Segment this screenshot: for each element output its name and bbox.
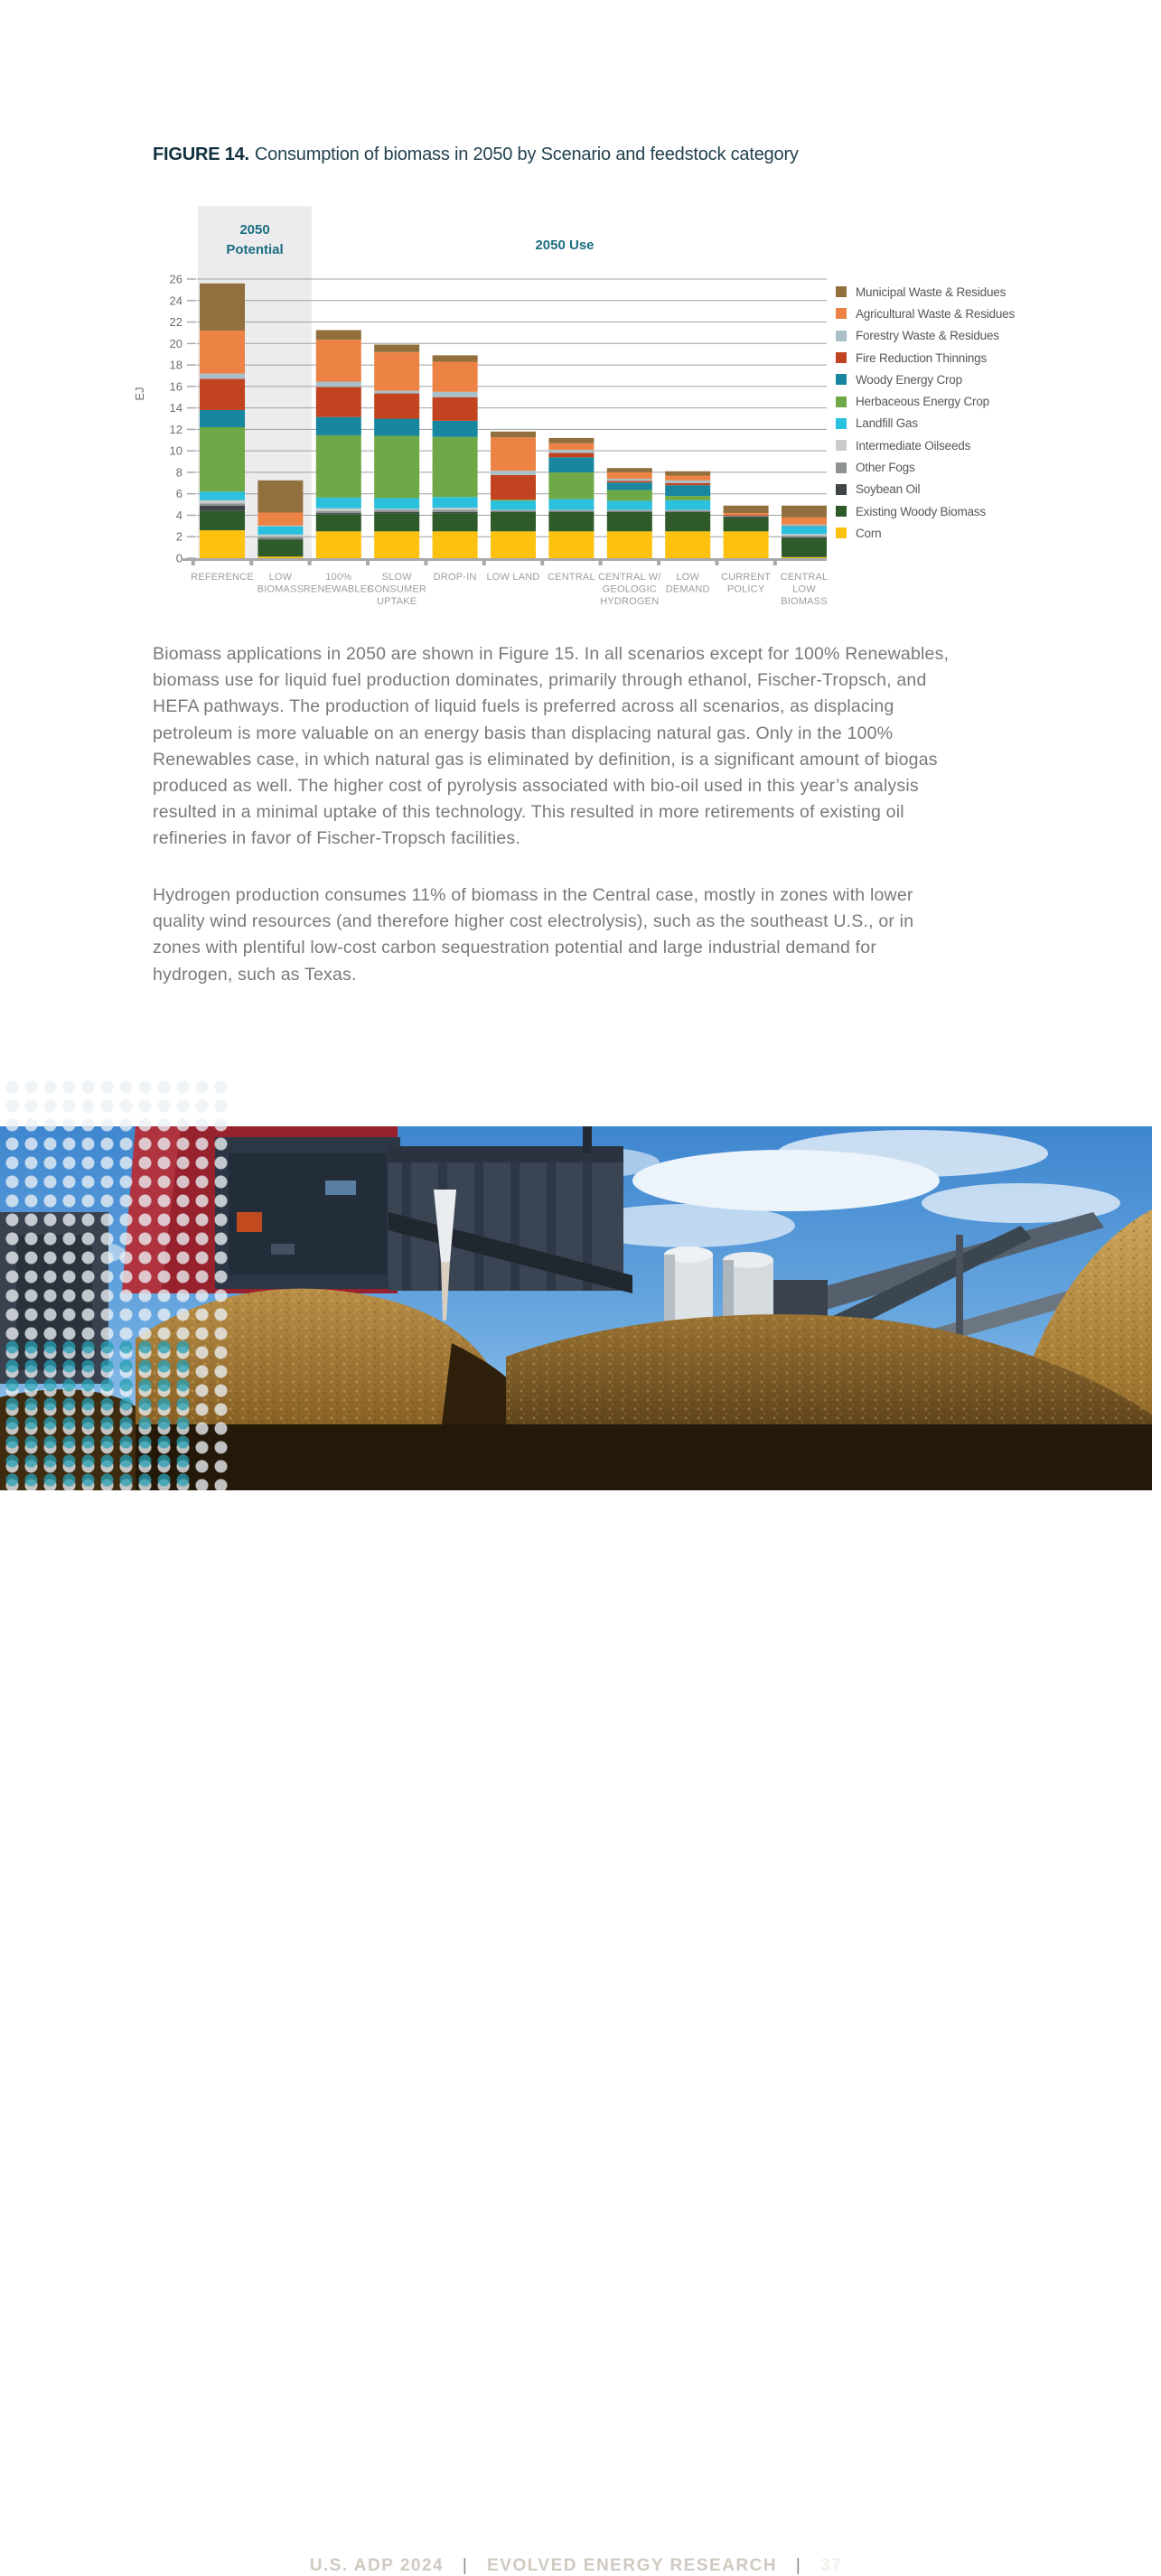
svg-text:DEMAND: DEMAND [665, 583, 710, 595]
bar-9 [724, 506, 769, 558]
bar-segment [200, 506, 245, 511]
y-axis-label: EJ [133, 387, 146, 401]
bar-segment [257, 527, 303, 535]
figure-label: FIGURE 14. [153, 145, 249, 164]
bar-segment [200, 331, 245, 374]
red-tower [122, 1126, 400, 1293]
legend-swatch [836, 527, 847, 538]
bar-segment [316, 417, 361, 435]
legend-swatch [836, 506, 847, 517]
bar-segment [491, 475, 536, 499]
svg-text:DROP-IN: DROP-IN [433, 572, 477, 583]
bar-segment [724, 506, 769, 513]
svg-text:GEOLOGIC: GEOLOGIC [602, 583, 657, 595]
legend-swatch [836, 462, 847, 473]
bar-segment [257, 535, 303, 537]
bar-segment [491, 471, 536, 475]
bar-segment [607, 500, 652, 509]
bar-segment [491, 512, 536, 531]
svg-text:CENTRAL W/: CENTRAL W/ [598, 572, 661, 583]
bar-segment [607, 479, 652, 481]
bar-segment [433, 513, 478, 531]
legend-label: Other Fogs [856, 461, 915, 475]
legend-label: Fire Reduction Thinnings [856, 350, 988, 365]
bar-segment [200, 503, 245, 505]
bar-segment [491, 510, 536, 511]
bar-segment [257, 512, 303, 525]
svg-text:POLICY: POLICY [726, 583, 765, 595]
bar-segment [607, 531, 652, 558]
footer-publisher: EVOLVED ENERGY RESEARCH [487, 2556, 778, 2575]
svg-text:12: 12 [169, 422, 183, 436]
svg-text:LOW: LOW [268, 572, 293, 583]
bar-10 [782, 506, 827, 558]
bar-segment [607, 482, 652, 490]
body-paragraph-2: Hydrogen production consumes 11% of biomass in the Central case, mostly in zones with lower quality wind resources (and therefore higher cost electrolysis), such as the southeast U.S., or in zones with plentiful low-cost carbon sequestration potential and large industrial demand for hydrogen, such as Texas. [153, 885, 914, 985]
bar-segment [548, 438, 594, 443]
bar-segment [374, 352, 419, 391]
bar-7 [607, 468, 652, 558]
legend-item [836, 390, 1161, 412]
bar-3 [374, 344, 419, 558]
bar-segment [607, 512, 652, 531]
bar-segment [548, 511, 594, 512]
bar-segment [316, 514, 361, 531]
bar-segment [374, 510, 419, 512]
bar-segment [665, 481, 710, 483]
bar-segment [374, 436, 419, 499]
background-buildings [0, 1212, 108, 1384]
bar-segment [665, 510, 710, 511]
bar-segment [433, 497, 478, 508]
biomass-consumption-chart [131, 206, 845, 607]
bar-segment [374, 513, 419, 531]
figure-caption-text: Consumption of biomass in 2050 by Scenario and feedstock category [254, 145, 799, 164]
bar-segment [782, 518, 827, 525]
svg-text:100%: 100% [325, 572, 352, 583]
bar-segment [374, 394, 419, 419]
page-footer [0, 2556, 1152, 2576]
bar-segment [316, 511, 361, 513]
bar-segment [665, 512, 710, 531]
bar-segment [491, 531, 536, 558]
footer-photo [0, 1126, 1152, 2575]
svg-text:18: 18 [169, 358, 183, 372]
bar-segment [433, 512, 478, 513]
bar-segment [548, 472, 594, 499]
svg-text:Potential: Potential [226, 242, 284, 257]
bar-segment [548, 450, 594, 453]
bar-segment [316, 387, 361, 416]
footer-separator: | [462, 2556, 469, 2575]
legend-item [836, 434, 1161, 456]
bar-segment [782, 506, 827, 518]
bar-segment [433, 397, 478, 421]
bar-segment [782, 525, 827, 526]
bar-segment [782, 526, 827, 534]
legend-label: Intermediate Oilseeds [856, 438, 971, 453]
bar-segment [782, 534, 827, 536]
svg-text:CENTRAL: CENTRAL [548, 572, 595, 583]
bar-segment [782, 537, 827, 556]
bar-segment [316, 330, 361, 340]
legend-label: Herbaceous Energy Crop [856, 395, 989, 409]
bar-segment [374, 498, 419, 509]
svg-text:4: 4 [175, 508, 183, 522]
bar-segment [548, 510, 594, 511]
legend-label: Agricultural Waste & Residues [856, 306, 1016, 321]
bar-segment [316, 509, 361, 511]
legend-item [836, 281, 1161, 303]
bar-segment [200, 379, 245, 410]
svg-text:24: 24 [169, 294, 183, 308]
bar-segment [433, 531, 478, 558]
bar-1 [257, 481, 303, 558]
legend-label: Woody Energy Crop [856, 372, 962, 387]
bar-segment [491, 437, 536, 471]
bar-segment [257, 537, 303, 538]
svg-text:14: 14 [169, 401, 183, 415]
bar-segment [665, 485, 710, 496]
chart-legend [836, 281, 1161, 545]
legend-label: Corn [856, 526, 882, 540]
bar-segment [607, 510, 652, 511]
legend-swatch [836, 286, 847, 297]
svg-text:10: 10 [169, 443, 183, 458]
svg-text:LOW: LOW [676, 572, 700, 583]
x-axis-labels [191, 572, 828, 607]
bar-segment [665, 500, 710, 510]
bar-segment [665, 510, 710, 511]
bar-segment [548, 443, 594, 450]
bar-segment [316, 381, 361, 387]
legend-item [836, 369, 1161, 390]
bar-segment [782, 537, 827, 538]
legend-item [836, 456, 1161, 478]
legend-label: Soybean Oil [856, 482, 921, 497]
footer-report-name: U.S. ADP 2024 [309, 2556, 445, 2575]
svg-text:CURRENT: CURRENT [721, 572, 772, 583]
bar-segment [548, 531, 594, 558]
bar-segment [491, 432, 536, 438]
legend-item [836, 500, 1161, 522]
biomass-plant-illustration [0, 1126, 1152, 1490]
svg-text:2050 Use: 2050 Use [535, 238, 595, 253]
bar-segment [548, 510, 594, 511]
bar-segment [257, 481, 303, 513]
svg-text:REFERENCE: REFERENCE [191, 572, 254, 583]
x-axis-ticks [193, 561, 775, 565]
bar-segment [665, 531, 710, 558]
bar-segment [433, 437, 478, 498]
bar-segment [200, 284, 245, 331]
bar-segment [316, 340, 361, 381]
bar-segment [724, 515, 769, 516]
bar-segment [782, 536, 827, 537]
footer-page-number: 37 [820, 2556, 843, 2575]
bar-segment [257, 539, 303, 540]
bar-4 [433, 355, 478, 558]
bar-segment [607, 490, 652, 501]
svg-text:LOW LAND: LOW LAND [486, 572, 540, 583]
bar-segment [200, 410, 245, 427]
bar-segment [724, 531, 769, 558]
bar-segment [548, 457, 594, 472]
svg-text:22: 22 [169, 315, 183, 330]
legend-swatch [836, 308, 847, 319]
svg-text:16: 16 [169, 379, 183, 394]
bar-0 [200, 284, 245, 558]
legend-label: Forestry Waste & Residues [856, 329, 999, 343]
bar-2 [316, 330, 361, 558]
bar-segment [316, 513, 361, 514]
bar-segment [491, 499, 536, 500]
bar-segment [665, 496, 710, 500]
svg-text:RENEWABLES: RENEWABLES [303, 583, 374, 595]
svg-text:0: 0 [175, 551, 183, 565]
bar-segment [665, 511, 710, 512]
bar-segment [374, 512, 419, 513]
legend-swatch [836, 397, 847, 407]
legend-item [836, 325, 1161, 347]
bar-segment [374, 391, 419, 394]
svg-text:CONSUMER: CONSUMER [367, 583, 427, 595]
legend-swatch [836, 440, 847, 451]
bar-segment [316, 498, 361, 509]
bar-segment [607, 510, 652, 511]
svg-text:8: 8 [175, 465, 183, 480]
bar-segment [374, 531, 419, 558]
legend-swatch [836, 331, 847, 341]
bar-segment [200, 530, 245, 558]
bar-segment [316, 435, 361, 498]
bar-6 [548, 438, 594, 558]
bar-segment [200, 511, 245, 530]
svg-text:HYDROGEN: HYDROGEN [600, 596, 660, 607]
svg-text:LOW: LOW [792, 583, 816, 595]
legend-swatch [836, 484, 847, 495]
svg-text:BIOMASS: BIOMASS [257, 583, 304, 595]
bar-segment [200, 491, 245, 500]
svg-text:2: 2 [175, 529, 183, 544]
legend-swatch [836, 374, 847, 385]
bar-segment [724, 518, 769, 531]
svg-text:CENTRAL: CENTRAL [780, 572, 829, 583]
bar-segment [782, 557, 827, 558]
legend-item [836, 347, 1161, 369]
bar-segment [374, 419, 419, 436]
svg-text:26: 26 [169, 272, 183, 286]
svg-text:SLOW: SLOW [381, 572, 412, 583]
bar-segment [665, 483, 710, 485]
svg-text:UPTAKE: UPTAKE [376, 596, 417, 607]
legend-label: Existing Woody Biomass [856, 504, 986, 518]
body-paragraph-1: Biomass applications in 2050 are shown in Figure 15. In all scenarios except for 100% Renewables, biomass use for liquid fuel production dominates, primarily through ethanol, Fischer-Tropsch, and HEFA pathways. The production of liquid fuels is preferred across all scenarios, as displacing petroleum is more valuable on an energy basis than displacing natural gas. Only in the 100% Renewables case, in which natural gas is eliminated by definition, is a significant amount of biogas produced as well. The higher cost of pyrolysis associated with bio-oil used in this year’s analysis resulted in a minimal uptake of this technology. This resulted in more retirements of existing oil refineries in favor of Fischer-Tropsch facilities. [153, 644, 950, 849]
legend-label: Landfill Gas [856, 416, 918, 431]
svg-text:BIOMASS: BIOMASS [781, 596, 828, 607]
legend-swatch [836, 352, 847, 363]
bar-segment [433, 362, 478, 392]
footer-separator: | [795, 2556, 802, 2575]
bar-segment [548, 512, 594, 531]
bar-segment [724, 513, 769, 515]
bar-segment [491, 511, 536, 512]
bar-segment [607, 511, 652, 512]
bar-segment [548, 499, 594, 510]
legend-swatch [836, 418, 847, 429]
bar-segment [257, 539, 303, 556]
bar-segment [200, 500, 245, 504]
legend-item [836, 303, 1161, 324]
bar-segment [257, 526, 303, 527]
bar-5 [491, 432, 536, 558]
bar-segment [724, 516, 769, 517]
bar-segment [433, 508, 478, 509]
bar-segment [491, 500, 536, 509]
bar-segment [607, 472, 652, 479]
bar-segment [491, 510, 536, 511]
bar-segment [782, 526, 827, 527]
y-axis-ticks [170, 273, 196, 565]
svg-text:2050: 2050 [239, 222, 270, 238]
legend-label: Municipal Waste & Residues [856, 285, 1007, 299]
bar-segment [433, 392, 478, 397]
legend-item [836, 522, 1161, 544]
bar-segment [200, 427, 245, 491]
bar-segment [724, 517, 769, 518]
svg-text:6: 6 [175, 487, 183, 501]
bar-segment [257, 556, 303, 558]
bar-segment [433, 355, 478, 361]
figure-caption [153, 145, 799, 165]
bar-segment [374, 344, 419, 351]
bar-segment [200, 374, 245, 379]
bar-segment [316, 531, 361, 558]
bar-segment [665, 471, 710, 476]
bar-segment [548, 453, 594, 458]
legend-item [836, 413, 1161, 434]
legend-item [836, 479, 1161, 500]
bar-segment [433, 421, 478, 437]
bar-8 [665, 471, 710, 558]
bar-segment [607, 481, 652, 482]
svg-text:20: 20 [169, 336, 183, 350]
bar-segment [607, 468, 652, 472]
stacked-bar-chart-svg [131, 206, 845, 607]
bar-segment [665, 475, 710, 480]
bar-segment [433, 510, 478, 512]
